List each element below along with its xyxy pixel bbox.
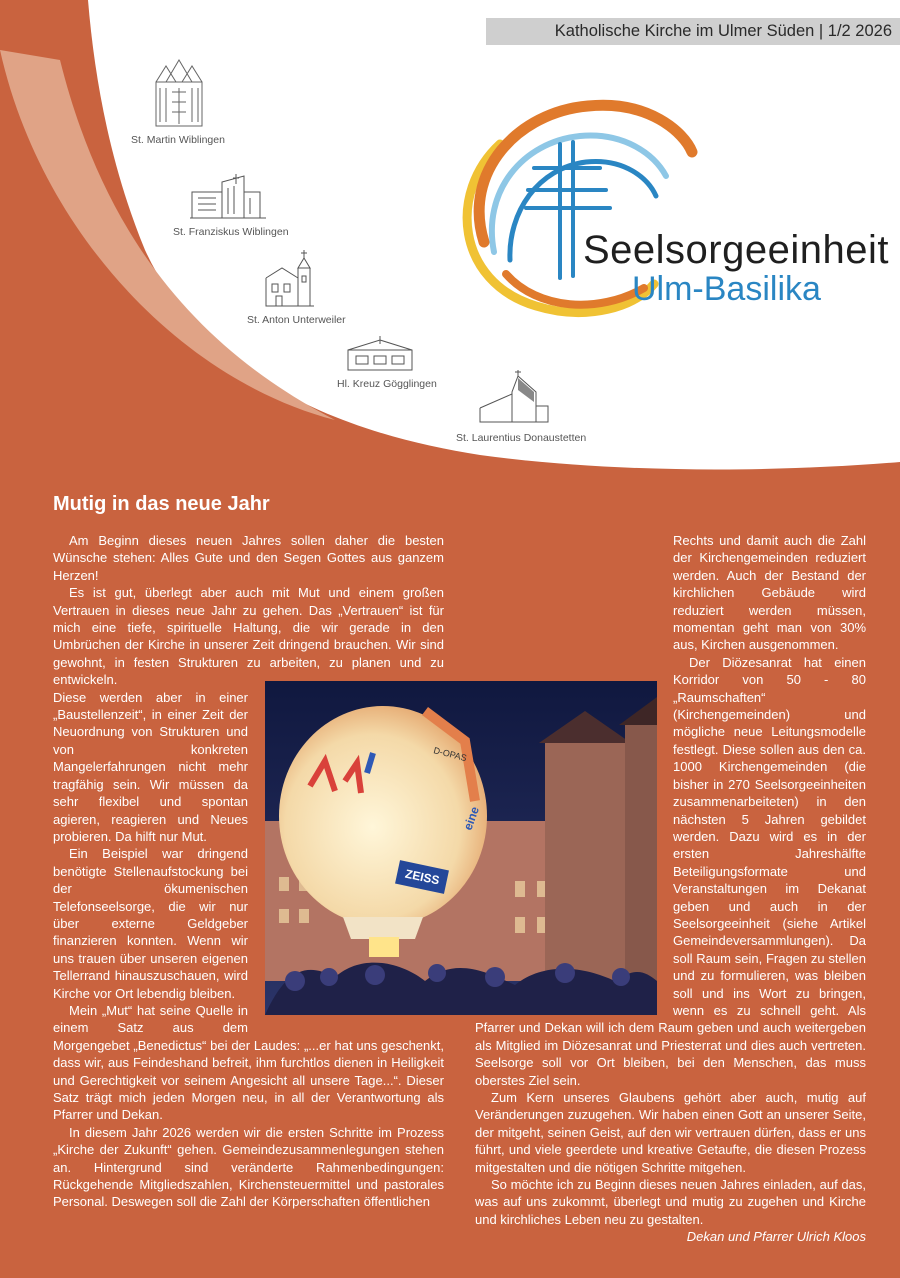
st-laurentius-church-drawing bbox=[478, 368, 550, 424]
hot-air-balloon-photo bbox=[265, 681, 657, 1015]
st-franziskus-church-drawing bbox=[188, 172, 268, 220]
paragraph-left-6: In diesem Jahr 2026 werden wir die ersten Schritte im Prozess „Kirche der Zukunft“ gehen. Gemeindezusammenlegungen stehen an. Hintergrund sind veränderte Rahmenbedingungen: Rückgehende Mitgliedszahlen, Kirchensteuermittel und pastorales Personal. Deswegen soll die Zahl der Körperschaften öffentlichen bbox=[53, 1124, 444, 1210]
logo-line-seelsorgeeinheit: Seelsorgeeinheit bbox=[583, 228, 889, 272]
balloon-registration-text: D-OPAS bbox=[432, 745, 468, 764]
paragraph-left-5: Mein „Mut“ hat seine Quelle in einem Satz aus dem Morgengebet „Benedictus“ bei der Laudes: „...er hat uns geschenkt, dass wir, aus Feindeshand befreit, ihm furchtlos dienen in Heiligkeit und Gerechtigkeit vor seinem Angesicht all unsere Tage...“. Dieser Satz trägt mich jeden Morgen neu, in all der Verantwortung als Pfarrer und Dekan. bbox=[53, 1002, 444, 1123]
hl-kreuz-church-drawing bbox=[346, 336, 414, 372]
paragraph-right-4: So möchte ich zu Beginn dieses neuen Jahres einladen, auf das, was auf uns zukommt, überlegt und mutig zu zugehen und Kirche und kirchliches Leben neu zu gestalten. bbox=[475, 1177, 866, 1227]
balloon-zeiss-text: ZEISS bbox=[403, 866, 441, 888]
paragraph-left-2: Es ist gut, überlegt aber auch mit Mut und einem großen Vertrauen in dieses neue Jahr zu gehen. Das „Vertrauen“ ist für mich eine tiefe, spirituelle Haltung, die wir gerade in den Umbrüchen der Kirche in unserer Zeit dringend brauchen. Wir sind gewohnt, in festen Strukturen zu arbeiten, zu planen und zu entwickeln. bbox=[53, 585, 444, 688]
issue-number: 1/2 2026 bbox=[827, 22, 892, 40]
church-label-st-anton: St. Anton Unterweiler bbox=[247, 314, 346, 326]
article-signature: Dekan und Pfarrer Ulrich Kloos bbox=[686, 1229, 866, 1245]
church-label-hl-kreuz: Hl. Kreuz Gögglingen bbox=[337, 378, 437, 390]
church-label-st-laurentius: St. Laurentius Donaustetten bbox=[456, 432, 587, 444]
paragraph-right-2: Der Diözesanrat hat einen Korridor von 50 - 80 „Raumschaften“ (Kirchengemeinden) und mögliche neue Leitungsmodelle festlegt. Diese sollen aus den ca. 1000 Kirchengemeinden (die bisher in 270 Seelsorgeeinheiten zusammenarbeiteten) in den nächsten 5 Jahren gebildet werden. Dazu wird es in der ersten Jahreshälfte Beteiligungsformate und Veranstaltungen im Dekanat geben und auch in der Seelsorgeeinheit (siehe Artikel Gemeindeversammlungen). Da soll Raum sein, Fragen zu stellen und zu formulieren, was bleiben soll und ins Wort zu bringen, wenn es zu schnell geht. Als Pfarrer und Dekan will ich dem Raum geben und auch weitergeben als Mitglied im Diözesanrat und Priesterrat und dies auch vertreten. Seelsorge soll vor Ort bleiben, bei den Menschen, das muss oberstes Ziel sein. bbox=[475, 654, 866, 1088]
church-label-st-franziskus: St. Franziskus Wiblingen bbox=[173, 226, 289, 238]
paragraph-left-1: Am Beginn dieses neuen Jahres sollen daher die besten Wünsche stehen: Alles Gute und den Segen Gottes aus ganzem Herzen! bbox=[53, 533, 444, 583]
st-anton-church-drawing bbox=[264, 248, 316, 308]
paragraph-right-3: Zum Kern unseres Glaubens gehört aber auch, mutig auf Veränderungen zuzugehen. Wir haben einen Gott an unserer Seite, der mitgeht, seinen Geist, auf den wir vertrauen dürfen, dass er uns führt, und viele geerdete und kreative Getaufte, die diesen Prozess mitgestalten und die nötigen Schritte mitgehen. bbox=[475, 1090, 866, 1175]
header-separator: | bbox=[818, 22, 828, 40]
publication-header-bar bbox=[486, 18, 900, 45]
paragraph-right-1: Rechts und damit auch die Zahl der Kirchengemeinden reduziert werden. Auch der Bestand der kirchlichen Gebäude wird reduziert werden müssen, momentan geht man von 30% aus, Kirchen ausgenommen. bbox=[673, 533, 866, 653]
article-title: Mutig in das neue Jahr bbox=[53, 493, 270, 515]
st-martin-church-drawing bbox=[152, 58, 206, 128]
church-label-st-martin: St. Martin Wiblingen bbox=[131, 134, 225, 146]
logo-line-ulm-basilika: Ulm-Basilika bbox=[632, 270, 821, 308]
paragraph-left-3: Diese werden aber in einer „Baustellenzeit“, in einer Zeit der Neuordnung von Strukturen und von konkreten Mangelerfahrungen nicht mehr tragfähig sein. Wir müssen da sehr flexibel und spontan agieren, reagieren und Neues probieren. Da hilft nur Mut. bbox=[53, 689, 248, 844]
publication-name: Katholische Kirche im Ulmer Süden bbox=[554, 22, 815, 40]
balloon-side-text: eine bbox=[460, 804, 483, 833]
paragraph-left-4: Ein Beispiel war dringend benötigte Stellenaufstockung bei der ökumenischen Telefonseelsorge, die wir nur über externe Geldgeber finanzieren konnten. Wenn wir uns trauen über unseren eigenen Tellerrand hinauszuschauen, wird Kirche vor Ort lebendig bleiben. bbox=[53, 846, 248, 1001]
